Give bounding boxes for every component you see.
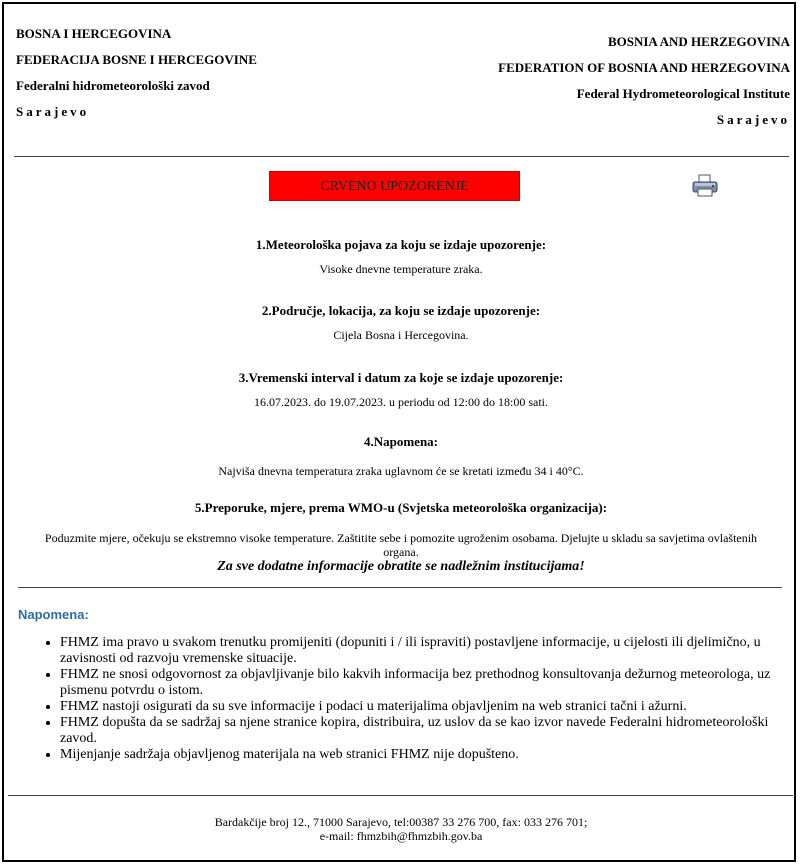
header-left-federation: FEDERACIJA BOSNE I HERCEGOVINE [16, 52, 257, 67]
section-1-text: Visoke dnevne temperature zraka. [319, 262, 483, 276]
footer-address: Bardakčije broj 12., 71000 Sarajevo, tel:00387 33 276 700, fax: 033 276 701; [214, 815, 588, 829]
footer-divider [8, 795, 793, 796]
content-divider [18, 587, 782, 588]
list-item: • FHMZ dopušta da se sadržaj sa njene stranice kopira, distribuira, uz uslov da se kao izvor navede Federalni hidrometeorološki zavod. [60, 715, 802, 747]
section-5-title: 5.Preporuke, mjere, prema WMO-u (Svjetska meteorološka organizacija): [194, 500, 608, 515]
header-right-federation: FEDERATION OF BOSNIA AND HERZEGOVINA [498, 60, 790, 75]
list-item: • FHMZ ima pravo u svakom trenutku promijeniti (dopuniti i / ili ispraviti) postavljene informacije, u cijelosti ili djelimično, u zavisnosti od razvoju vremenske situacije. [60, 635, 802, 667]
section-1-title: 1.Meteorološka pojava za koju se izdaje upozorenje: [255, 237, 547, 252]
section-2-text: Cijela Bosna i Hercegovina. [333, 328, 469, 342]
header-right [498, 34, 790, 138]
list-item: • FHMZ nastoji osigurati da su sve informacije i podaci u materijalima objavljenim na web stranici tačni i ažurni. [60, 699, 802, 715]
closing-notice: Za sve dodatne informacije obratite se nadležnim institucijama! [217, 559, 585, 574]
notes-list [28, 635, 802, 763]
header-left [16, 26, 257, 130]
header-divider [14, 156, 789, 157]
header-left-institute: Federalni hidrometeorološki zavod [16, 78, 210, 93]
warning-level-banner: CRVENO UPOZORENJE [269, 171, 520, 201]
section-3-title: 3.Vremenski interval i datum za koje se izdaje upozorenje: [238, 370, 564, 385]
list-item: • Mijenjanje sadržaja objavljenog materijala na web stranici FHMZ nije dopušteno. [60, 747, 802, 763]
section-4-text: Najviša dnevna temperatura zraka uglavnom će se kretati između 34 i 40°C. [218, 464, 584, 478]
header-right-city: Sarajevo [716, 112, 790, 127]
section-3-text: 16.07.2023. do 19.07.2023. u periodu od 12:00 do 18:00 sati. [254, 395, 548, 409]
header-right-institute: Federal Hydrometeorological Institute [576, 86, 790, 101]
printer-icon[interactable] [690, 174, 720, 198]
header-right-country: BOSNIA AND HERZEGOVINA [607, 34, 790, 49]
header-left-country: BOSNA I HERCEGOVINA [16, 26, 172, 41]
notes-title: Napomena: [18, 607, 89, 622]
section-4-title: 4.Napomena: [363, 434, 439, 449]
section-5-text: Poduzmite mjere, očekuju se ekstremno visoke temperature. Zaštitite sebe i pomozite ugroženim osobama. Djelujte u skladu sa savjetima ovlaštenih organa. [44, 531, 758, 559]
section-2-title: 2.Područje, lokacija, za koju se izdaje upozorenje: [261, 303, 541, 318]
header-left-city: Sarajevo [16, 104, 90, 119]
list-item: • FHMZ ne snosi odgovornost za objavljivanje bilo kakvih informacija bez prethodnog konsultovanja dežurnog meteorologa, uz pismenu potvrdu o istom. [60, 667, 802, 699]
footer-email: e-mail: fhmzbih@fhmzbih.gov.ba [319, 829, 483, 843]
